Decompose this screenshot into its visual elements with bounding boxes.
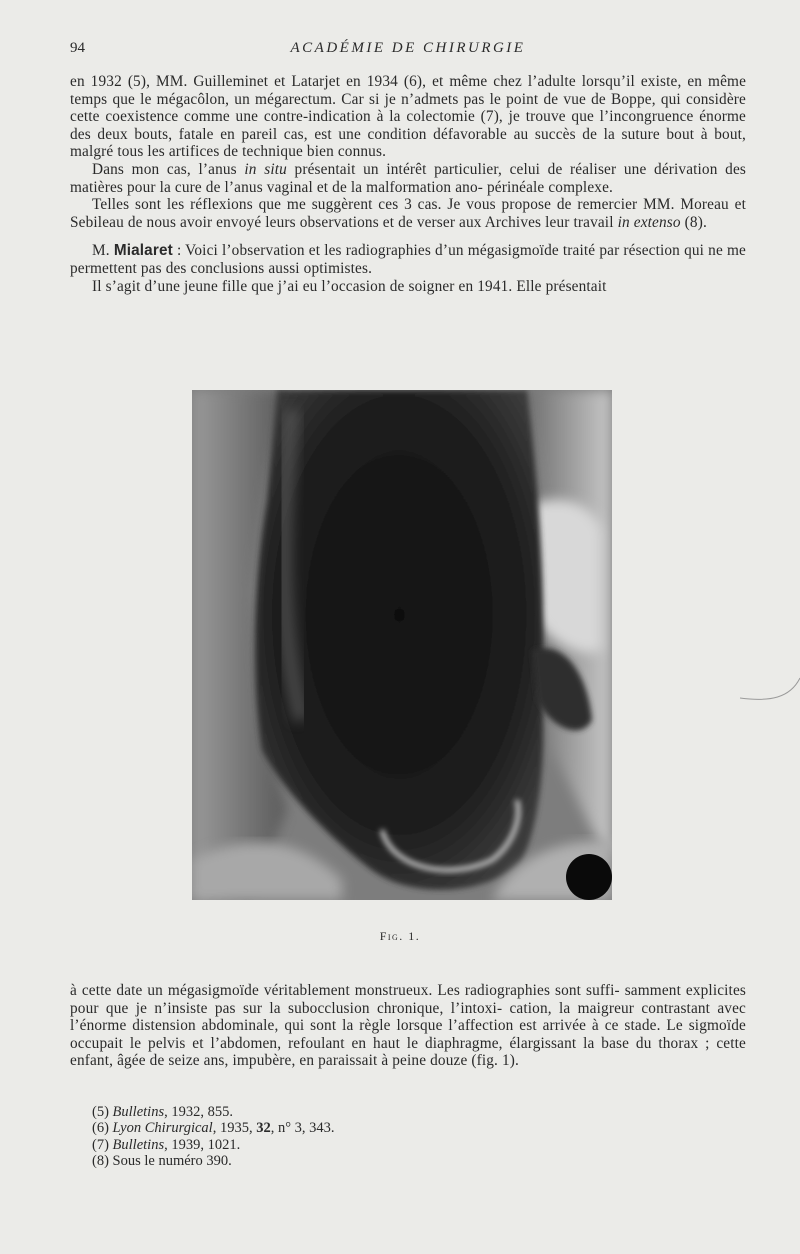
page-header: [70, 40, 746, 60]
radiograph-image: [192, 390, 612, 900]
footnote-5: (5) Bulletins, 1932, 855.: [92, 1104, 233, 1120]
radiograph-marker: [566, 854, 612, 900]
radiograph-figure: [192, 390, 612, 900]
body-text-bottom: [70, 982, 746, 1070]
paragraph-mialaret: M. Mialaret : Voici l’observation et les radiographies d’un mégasigmoïde traité par résection qui ne me permettent pas des conclusions aussi optimistes.: [70, 242, 746, 277]
speaker-name: Mialaret: [113, 242, 173, 260]
paragraph-continuation: en 1932 (5), MM. Guilleminet et Latarjet en 1934 (6), et même chez l’adulte lorsqu’il existe, en même temps que le mégacôlon, un mégarectum. Car si je n’admets pas le point de vue de Boppe, qui considère cette coexistence comme une contre-indication à la colectomie (7), je trouve que l’incongruence énorme des deux bouts, fatale en pareil cas, est une condition défavorable au succès de la suture bout à bout, malgré tous les artifices de technique bien connus.: [70, 73, 747, 161]
margin-pencil-mark: [740, 670, 800, 710]
footnote-8: (8) Sous le numéro 390.: [92, 1152, 232, 1169]
paragraph-case: Il s’agit d’une jeune fille que j’ai eu l’occasion de soigner en 1941. Elle présentait: [92, 277, 607, 295]
body-text-top: [70, 73, 746, 295]
footnote-7: (7) Bulletins, 1939, 1021.: [92, 1136, 241, 1153]
footnotes: [92, 1104, 692, 1169]
paragraph-reflexions: Telles sont les réflexions que me suggèrent ces 3 cas. Je vous propose de remercier MM. Moreau et Sebileau de nous avoir envoyé leurs observations et de verser aux Archives leur travail in extenso (8).: [70, 196, 746, 231]
paragraph-description: à cette date un mégasigmoïde véritablement monstrueux. Les radiographies sont suffi- samment explicites pour que je n’insiste pas sur la subocclusion chronique, l’intoxi- cation, la maigreur contrastant avec l’énorme distension abdominale, qui sont la règle lorsque l’affection est arrivée à ce stade. Le sigmoïde occupait le pelvis et l’abdomen, refoulant en haut le diaphragme, élargissant la base du thorax ; cette enfant, âgée de seize ans, impubère, en paraissait à peine douze (fig. 1).: [70, 982, 746, 1070]
page-number: 94: [70, 40, 85, 56]
running-head: ACADÉMIE DE CHIRURGIE: [290, 40, 526, 56]
paragraph-anus-in-situ: Dans mon cas, l’anus in situ présentait un intérêt particulier, celui de réaliser une dérivation des matières pour la cure de l’anus vaginal et de la malformation ano- périnéale complexe.: [70, 160, 746, 196]
footnote-6: (6) Lyon Chirurgical, 1935, 32, n° 3, 343.: [92, 1120, 335, 1137]
figure-caption: Fig. 1.: [379, 929, 421, 943]
